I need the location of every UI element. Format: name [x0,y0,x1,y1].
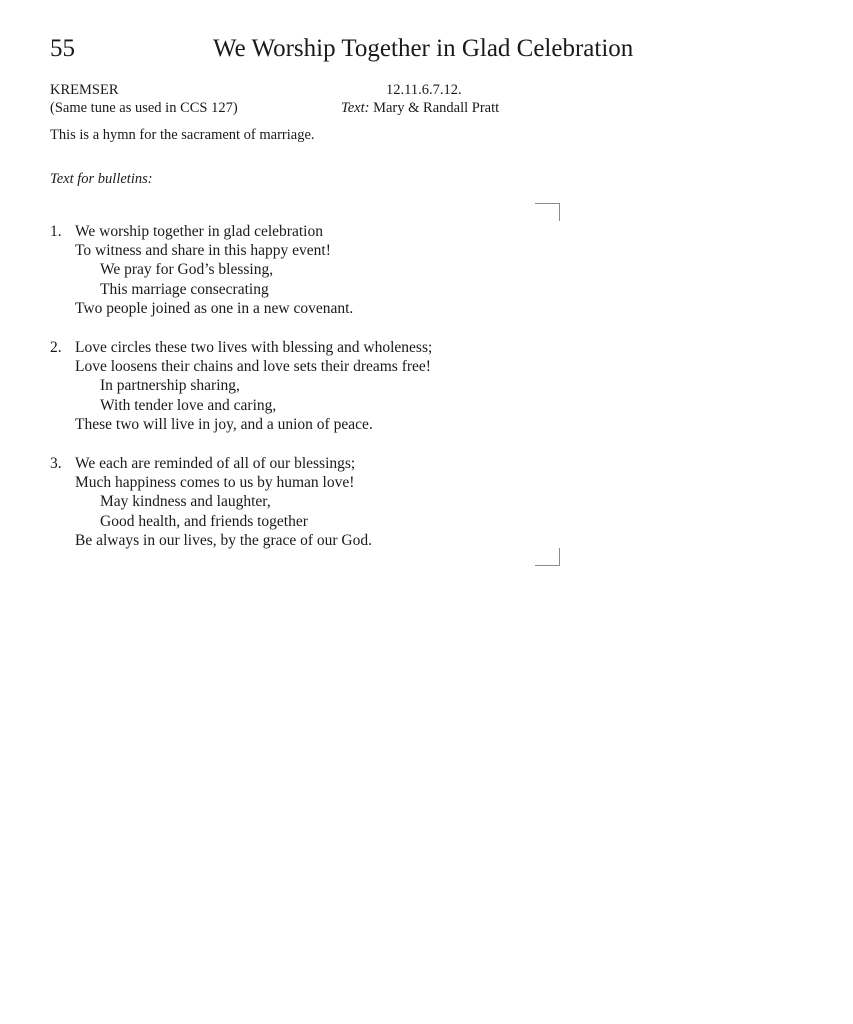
verse-line: Love loosens their chains and love sets their dreams free! [75,358,431,376]
verse-line: Be always in our lives, by the grace of our God. [75,531,373,549]
bulletin-label: Text for bulletins: [50,171,153,187]
hymn-description: This is a hymn for the sacrament of marriage. [50,127,315,143]
verse-line: To witness and share in this happy event! [75,242,331,260]
crop-mark-top [535,203,560,221]
verse-line [50,454,372,473]
verse-line: Good health, and friends together [100,512,308,530]
verse-2 [50,338,432,434]
verse-line: With tender love and caring, [100,396,277,414]
verse-line: Two people joined as one in a new covenant. [75,299,354,317]
verse-line: May kindness and laughter, [100,493,271,511]
tune-note: (Same tune as used in CCS 127) [50,100,238,116]
text-credit [341,99,499,117]
verse-line: Much happiness comes to us by human love! [75,474,355,492]
verse-line: In partnership sharing, [100,377,240,395]
verse-line-text: We each are reminded of all of our blessings; [75,455,356,472]
verse-line [50,338,432,357]
verse-line: These two will live in joy, and a union of peace. [75,415,373,433]
verse-line [50,222,353,241]
verse-line-text: We worship together in glad celebration [75,223,323,240]
meter: 12.11.6.7.12. [386,82,462,98]
verse-3 [50,454,372,550]
verse-line-text: Love circles these two lives with blessing and wholeness; [75,339,433,356]
text-credit-author: Mary & Randall Pratt [373,100,500,116]
verse-line: We pray for God’s blessing, [100,261,274,279]
verse-line: This marriage consecrating [100,280,269,298]
verse-1 [50,222,353,318]
verse-number: 2. [50,339,62,356]
verse-number: 3. [50,455,62,472]
verse-number: 1. [50,223,62,240]
hymn-number: 55 [50,35,75,62]
text-credit-label: Text: [341,100,370,116]
hymn-title: We Worship Together in Glad Celebration [213,35,634,62]
crop-mark-bottom [535,548,560,566]
tune-name: KREMSER [50,82,119,98]
